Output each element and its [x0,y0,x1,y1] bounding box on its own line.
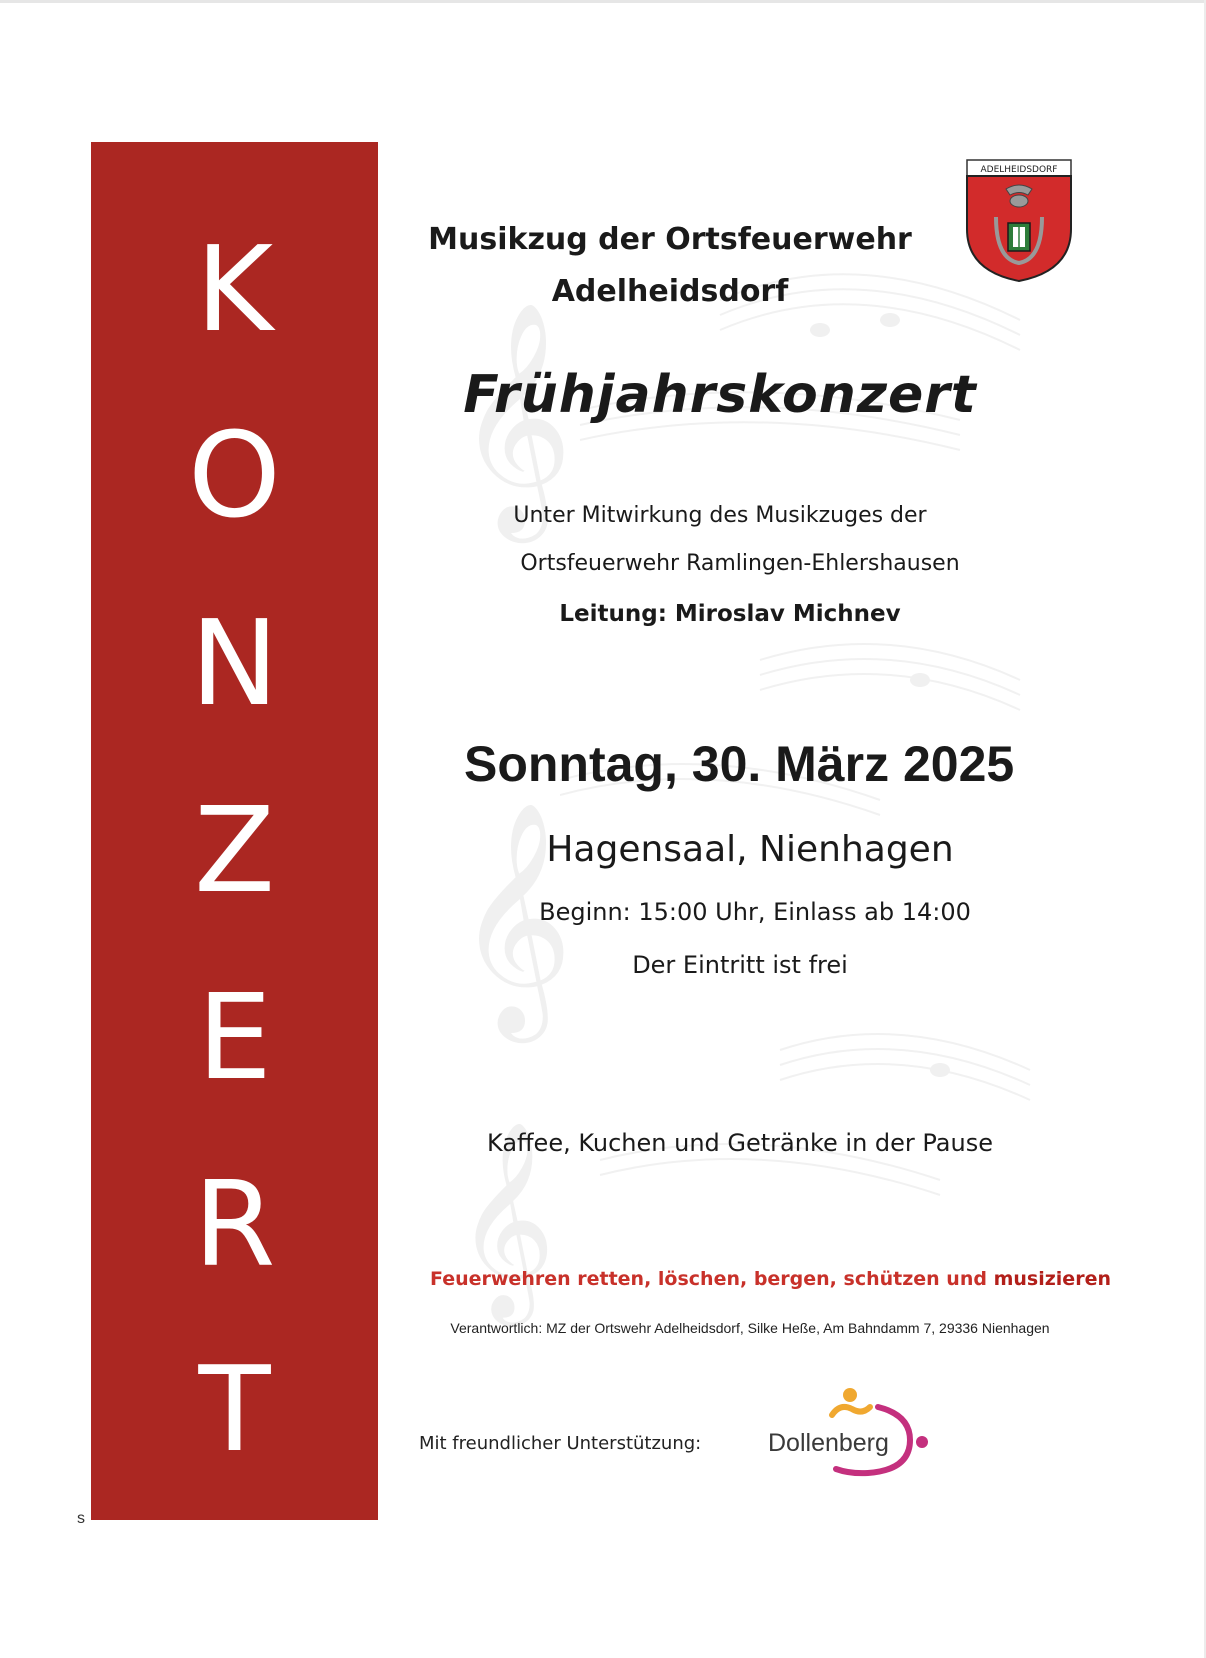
organizer-location: Adelheidsdorf [551,274,789,309]
treble-clef-watermark: 𝄞 [455,1120,556,1318]
band-letter: E [197,968,272,1106]
event-date: Sonntag, 30. März 2025 [464,736,1015,792]
dollenberg-logo-icon [760,1385,940,1480]
sponsor-name: Dollenberg [768,1429,889,1457]
cooperation-line-1: Unter Mitwirkung des Musikzuges der [513,503,927,528]
band-letter: K [195,220,274,358]
band-letter: O [188,406,281,544]
stray-mark: s [77,1510,85,1527]
event-title: Frühjahrskonzert [463,365,977,425]
crest-label: ADELHEIDSDORF [980,165,1058,175]
page-top-edge [0,0,1206,3]
band-letter: R [193,1155,276,1293]
fire-brigade-slogan [430,1268,1111,1290]
organizer-name: Musikzug der Ortsfeuerwehr [428,222,912,257]
band-letter: T [198,1340,271,1478]
treble-clef-watermark: 𝄞 [455,300,574,533]
conductor: Leitung: Miroslav Michnev [559,601,901,627]
konzert-red-band [91,142,378,1520]
refreshments-note: Kaffee, Kuchen und Getränke in der Pause [487,1129,993,1157]
slogan-highlight: musizieren [993,1268,1111,1290]
support-label: Mit freundlicher Unterstützung: [419,1433,702,1454]
start-time: Beginn: 15:00 Uhr, Einlass ab 14:00 [539,898,971,926]
band-letter: Z [194,781,275,919]
adelheidsdorf-crest-icon [966,159,1072,283]
admission-note: Der Eintritt ist frei [632,951,848,979]
treble-clef-watermark: 𝄞 [455,800,574,1033]
event-venue: Hagensaal, Nienhagen [546,829,954,870]
cooperation-line-2: Ortsfeuerwehr Ramlingen-Ehlershausen [520,551,960,576]
slogan-main: Feuerwehren retten, löschen, bergen, schützen und [430,1268,994,1290]
responsible-imprint: Verantwortlich: MZ der Ortswehr Adelheidsdorf, Silke Heße, Am Bahndamm 7, 29336 Nienhagen [450,1320,1050,1336]
band-letter: N [190,594,279,732]
